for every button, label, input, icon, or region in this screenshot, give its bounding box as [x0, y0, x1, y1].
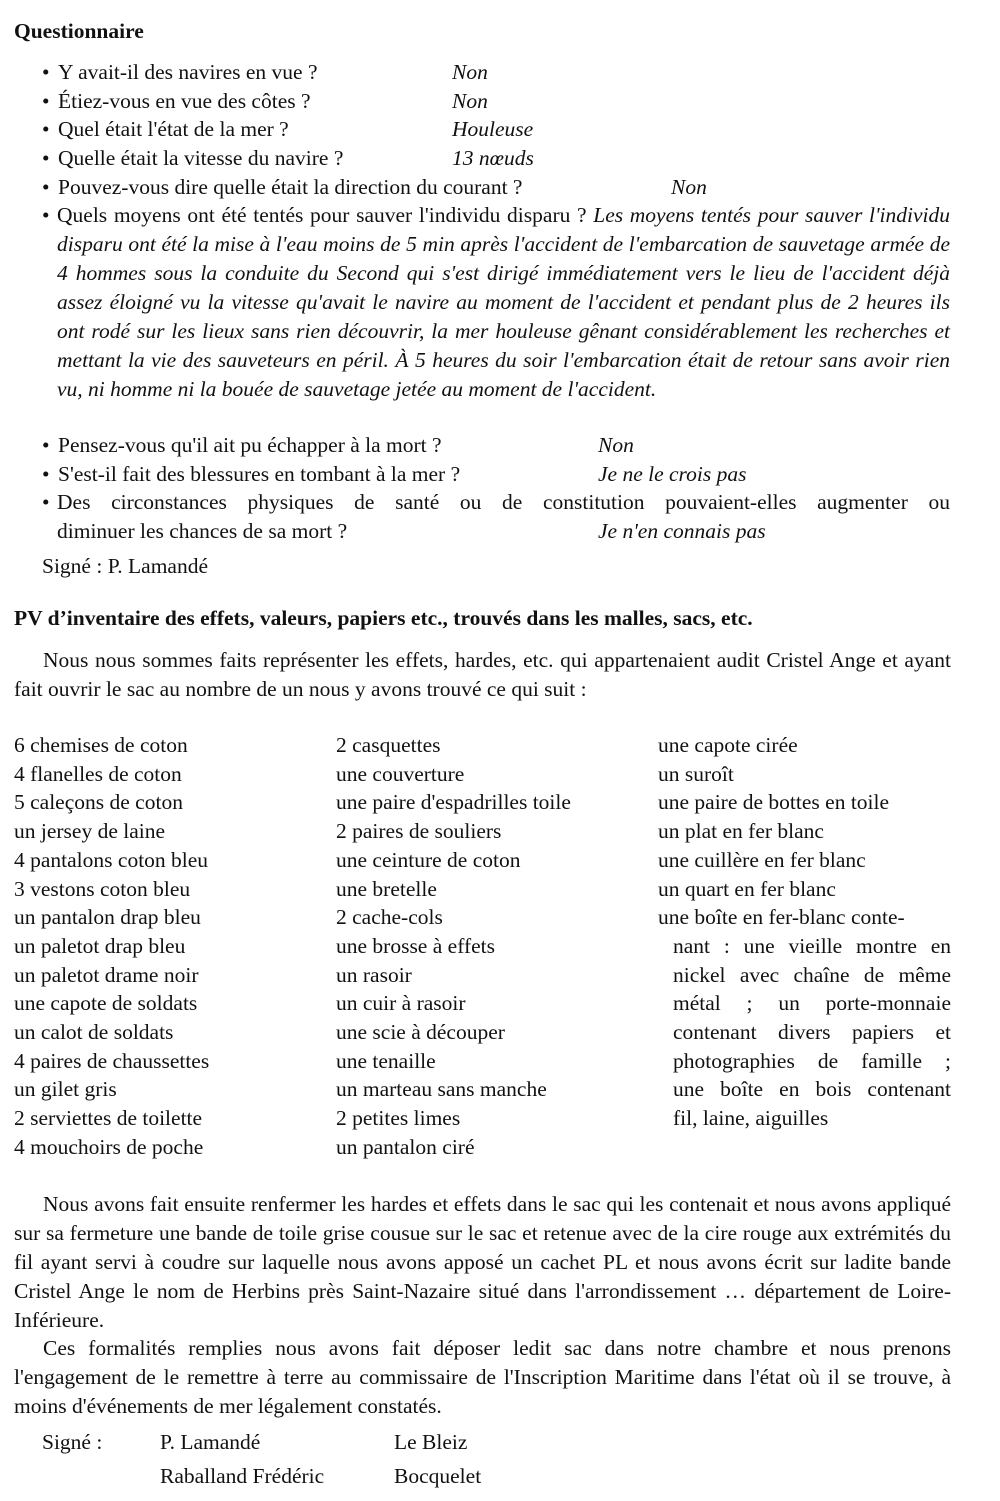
- inventory-item: une capote de soldats: [14, 991, 198, 1016]
- inventory-item-cont: nant : une vieille montre en: [673, 933, 951, 958]
- bullet-icon: •: [42, 462, 50, 486]
- inventory-item: une paire d'espadrilles toile: [336, 790, 571, 815]
- inventory-item: un cuir à rasoir: [336, 991, 466, 1016]
- inventory-item: 4 mouchoirs de poche: [14, 1134, 204, 1159]
- inventory-item: une boîte en fer-blanc conte-: [658, 905, 905, 930]
- inventory-item-cont: fil, laine, aiguilles: [673, 1106, 829, 1131]
- question-8: S'est-il fait des blessures en tombant à la mer ?: [58, 462, 461, 486]
- inventory-item: une brosse à effets: [336, 933, 496, 958]
- inventory-item: une bretelle: [336, 876, 437, 901]
- inventory-item: un paletot drap bleu: [14, 933, 186, 958]
- inventory-item: un plat en fer blanc: [658, 819, 824, 844]
- inventory-item: 4 pantalons coton bleu: [14, 847, 209, 872]
- inventory-item: 2 serviettes de toilette: [14, 1106, 203, 1131]
- inventory-item: un pantalon ciré: [336, 1134, 475, 1159]
- question-6-block: [57, 201, 950, 404]
- inventory-item: un jersey de laine: [14, 819, 166, 844]
- inventory-item: 5 caleçons de coton: [14, 790, 183, 815]
- answer-7: Non: [598, 433, 634, 457]
- inventory-item: un pantalon drap bleu: [14, 905, 201, 930]
- inventory-item: 4 paires de chaussettes: [14, 1048, 210, 1073]
- inventory-item: une cuillère en fer blanc: [658, 847, 866, 872]
- answer-4: 13 nœuds: [452, 146, 534, 170]
- inventory-item: 2 casquettes: [336, 733, 441, 757]
- inventory-item: une capote cirée: [658, 733, 798, 757]
- inventory-column-2: [336, 731, 571, 1162]
- inventory-item: une paire de bottes en toile: [658, 790, 890, 815]
- inventory-item-cont: nickel avec chaîne de même: [673, 962, 951, 987]
- bullet-icon: •: [42, 89, 50, 113]
- question-3: Quel était l'état de la mer ?: [58, 117, 289, 141]
- inventory-column-1: [14, 731, 209, 1162]
- question-4: Quelle était la vitesse du navire ?: [58, 146, 344, 170]
- signed-label: Signé :: [42, 1430, 103, 1454]
- inventory-item: une couverture: [336, 761, 465, 786]
- bullet-icon: •: [42, 175, 50, 199]
- answer-5: Non: [671, 175, 707, 199]
- answer-8: Je ne le crois pas: [598, 462, 747, 486]
- questionnaire-signature: Signé : P. Lamandé: [42, 554, 209, 578]
- inventory-item-cont: contenant divers papiers et: [673, 1020, 951, 1045]
- bullet-icon: •: [42, 117, 50, 141]
- inventory-item: 2 cache-cols: [336, 905, 443, 930]
- inventory-item: un quart en fer blanc: [658, 876, 836, 901]
- question-5: Pouvez-vous dire quelle était la direction du courant ?: [58, 175, 523, 199]
- answer-9: Je n'en connais pas: [598, 519, 766, 543]
- inventory-item-cont: une boîte en bois contenant: [673, 1077, 951, 1102]
- question-7: Pensez-vous qu'il ait pu échapper à la mort ?: [58, 433, 442, 457]
- answer-2: Non: [452, 89, 488, 113]
- inventory-item: un marteau sans manche: [336, 1077, 547, 1102]
- signatory: Bocquelet: [394, 1464, 482, 1488]
- bullet-icon: •: [42, 203, 50, 227]
- inventory-item-cont: métal ; un porte-monnaie: [673, 991, 951, 1016]
- inventory-item: une ceinture de coton: [336, 847, 521, 872]
- closing-paragraph-1: Nous avons fait ensuite renfermer les hardes et effets dans le sac qui les contenait et nous avons appliqué sur sa fermeture une bande de toile grise cousue sur le sac et retenue avec de la cire rouge aux extrémités du fil ayant servi à coudre sur laquelle nous avons apposé un cachet PL et nous avons écrit sur ladite bande Cristel Ange le nom de Herbins près Saint-Nazaire situé dans l'arrondissement … département de Loire-Inférieure.: [14, 1192, 951, 1332]
- bullet-icon: •: [42, 60, 50, 84]
- inventory-item: un paletot drame noir: [14, 962, 199, 987]
- inventory-item: une tenaille: [336, 1048, 436, 1073]
- inventory-item: un suroît: [658, 761, 734, 786]
- inventory-item: un rasoir: [336, 962, 412, 987]
- signatory: Raballand Frédéric: [160, 1464, 325, 1488]
- bullet-icon: •: [42, 146, 50, 170]
- inventory-title: PV d’inventaire des effets, valeurs, papiers etc., trouvés dans les malles, sacs, etc.: [14, 606, 753, 630]
- inventory-item: 6 chemises de coton: [14, 733, 188, 757]
- answer-1: Non: [452, 60, 488, 84]
- inventory-intro: Nous nous sommes faits représenter les effets, hardes, etc. qui appartenaient audit Cristel Ange et ayant fait ouvrir le sac au nombre de un nous y avons trouvé ce qui suit :: [14, 648, 951, 701]
- inventory-item: une scie à découper: [336, 1020, 505, 1045]
- inventory-item: 4 flanelles de coton: [14, 761, 182, 786]
- signatory: Le Bleiz: [394, 1430, 468, 1454]
- inventory-item: 2 paires de souliers: [336, 819, 502, 844]
- questionnaire-title: Questionnaire: [14, 19, 144, 43]
- inventory-item: 3 vestons coton bleu: [14, 876, 191, 901]
- inventory-item: un calot de soldats: [14, 1020, 174, 1045]
- question-9: Des circonstances physiques de santé ou de constitution pouvaient-elles augmenter ou: [57, 490, 950, 514]
- question-1: Y avait-il des navires en vue ?: [58, 60, 318, 84]
- answer-3: Houleuse: [452, 117, 534, 141]
- question-9-cont: diminuer les chances de sa mort ?: [57, 519, 348, 543]
- signatory: P. Lamandé: [160, 1430, 261, 1454]
- inventory-item: un gilet gris: [14, 1077, 117, 1102]
- bullet-icon: •: [42, 490, 50, 514]
- answer-6: Les moyens tentés pour sauver l'individu disparu ont été la mise à l'eau moins de 5 min après l'accident de l'embarcation de sauvetage armée de 4 hommes sous la conduite du Second qui s'est dirigé immédiatement vers le lieu de l'accident déjà assez éloigné vu la vitesse qu'avait le navire au moment de l'accident et pendant plus de 2 heures ils ont rodé sur les lieux sans rien découvrir, la mer houleuse gênant considérablement les recherches et mettant la vie des sauveteurs en péril. À 5 heures du soir l'embarcation était de retour sans avoir rien vu, ni homme ni la bouée de sauvetage jetée au moment de l'accident.: [57, 203, 951, 401]
- inventory-item: 2 petites limes: [336, 1106, 461, 1131]
- closing-paragraph-2: Ces formalités remplies nous avons fait déposer ledit sac dans notre chambre et nous prenons l'engagement de le remettre à terre au commissaire de l'Inscription Maritime dans l'état où il se trouve, à moins d'événements de mer légalement constatés.: [14, 1336, 951, 1418]
- inventory-item-cont: photographies de famille ;: [673, 1048, 951, 1073]
- inventory-column-3: [658, 731, 951, 1133]
- question-2: Étiez-vous en vue des côtes ?: [58, 89, 311, 113]
- question-6: Quels moyens ont été tentés pour sauver l'individu disparu ?: [57, 203, 587, 227]
- bullet-icon: •: [42, 433, 50, 457]
